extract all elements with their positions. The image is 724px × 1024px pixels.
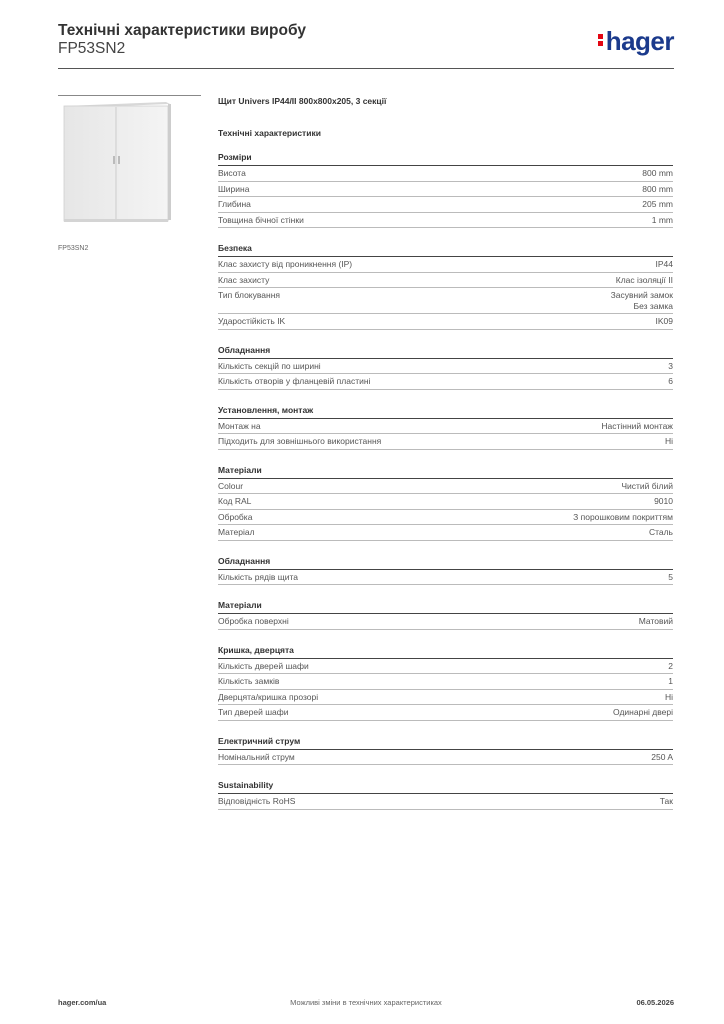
spec-label: Кількість рядів щита [218,571,298,582]
spec-group [218,243,673,330]
spec-group-title: Розміри [218,152,673,166]
spec-group-title: Sustainability [218,780,673,794]
spec-row [218,182,673,198]
spec-label: Тип блокування [218,290,281,300]
spec-group-title: Установлення, монтаж [218,405,673,419]
spec-row [218,659,673,675]
spec-group [218,345,673,390]
spec-value: Матовий [638,616,673,626]
spec-group [218,405,673,450]
spec-value: Чистий білий [621,480,673,491]
spec-group-title: Електричний струм [218,736,673,750]
spec-value: IK09 [655,316,673,326]
logo-text: hager [605,26,674,56]
spec-group-title: Матеріали [218,465,673,479]
spec-row [218,794,673,810]
spec-label: Монтаж на [218,420,261,431]
spec-row [218,525,673,541]
product-name: Щит Univers IP44/II 800x800x205, 3 секції [218,96,387,106]
logo-dots-icon [598,32,604,48]
spec-row [218,359,673,375]
spec-row [218,750,673,766]
spec-row [218,213,673,229]
spec-row [218,288,673,314]
spec-group [218,780,673,810]
footer-website: hager.com/ua [58,998,107,1007]
spec-value: 205 mm [642,199,673,209]
spec-row [218,570,673,586]
spec-row [218,674,673,690]
spec-group [218,152,673,228]
spec-label: Висота [218,168,246,178]
spec-group [218,465,673,541]
spec-value: 1 [668,676,673,686]
spec-value: Ні [664,691,673,702]
spec-label: Тип дверей шафи [218,707,289,717]
spec-row [218,434,673,450]
spec-value: Так [659,796,673,806]
spec-label: Кількість секцій по ширині [218,360,321,371]
spec-group [218,600,673,630]
spec-value: 3 [668,360,673,371]
spec-heading: Технічні характеристики [218,128,321,138]
spec-row [218,510,673,526]
spec-label: Обробка [218,511,253,522]
spec-value: 250 A [651,751,673,762]
hager-logo [598,26,674,56]
spec-label: Дверцята/кришка прозорі [218,691,319,702]
spec-label: Клас захисту [218,274,270,285]
spec-label: Підходить для зовнішнього використання [218,436,382,446]
spec-label: Ширина [218,183,250,194]
header-divider [58,68,674,69]
document-title: Технічні характеристики виробу [58,22,306,39]
spec-row [218,257,673,273]
spec-group [218,736,673,766]
image-caption: FP53SN2 [58,245,89,252]
spec-label: Відповідність RoHS [218,796,296,806]
spec-value: Клас ізоляції II [615,274,673,285]
spec-value: Ні [664,436,673,446]
spec-value: 1 mm [651,214,673,225]
spec-row [218,690,673,706]
spec-row [218,314,673,330]
spec-value: 6 [668,376,673,386]
spec-label: Обробка поверхні [218,616,289,626]
footer-date: 06.05.2026 [636,998,674,1007]
spec-label: Colour [218,480,244,491]
spec-label: Ударостійкість IK [218,316,286,326]
spec-row [218,614,673,630]
spec-groups [218,152,673,810]
spec-group-title: Обладнання [218,345,673,359]
spec-label: Кількість отворів у фланцевій пластині [218,376,371,386]
spec-group [218,645,673,721]
product-code: FP53SN2 [58,40,126,57]
spec-row [218,494,673,510]
spec-value: 2 [668,660,673,671]
spec-value: Сталь [648,527,673,537]
spec-value: 800 mm [642,168,673,178]
spec-row [218,273,673,289]
spec-value: 5 [668,571,673,582]
spec-label: Кількість дверей шафи [218,660,309,671]
spec-value: 9010 [654,496,673,506]
spec-label: Матеріал [218,527,255,537]
page-header [58,22,674,68]
spec-group-title: Кришка, дверцята [218,645,673,659]
spec-label: Кількість замків [218,676,280,686]
cabinet-image-icon [62,100,172,225]
spec-label: Клас захисту від проникнення (IP) [218,259,353,269]
spec-row [218,197,673,213]
spec-group-title: Матеріали [218,600,673,614]
spec-value: 800 mm [642,183,673,194]
footer-notice: Можливі зміни в технічних характеристиках [290,998,442,1007]
spec-row [218,705,673,721]
spec-row [218,479,673,495]
spec-value: Одинарні двері [613,707,673,717]
product-image [58,95,201,233]
spec-value: Засувний замок Без замка [610,290,673,311]
specifications-column [218,95,673,810]
spec-value: Настінний монтаж [601,420,673,431]
spec-row [218,374,673,390]
spec-label: Глибина [218,199,251,209]
product-image-column [58,95,201,252]
spec-label: Номінальний струм [218,751,295,762]
spec-row [218,166,673,182]
spec-value: IP44 [655,259,673,269]
spec-group [218,556,673,586]
spec-row [218,419,673,435]
spec-label: Товщина бічної стінки [218,214,304,225]
spec-label: Код RAL [218,496,252,506]
spec-group-title: Безпека [218,243,673,257]
spec-value: З порошковим покриттям [573,511,673,522]
spec-group-title: Обладнання [218,556,673,570]
